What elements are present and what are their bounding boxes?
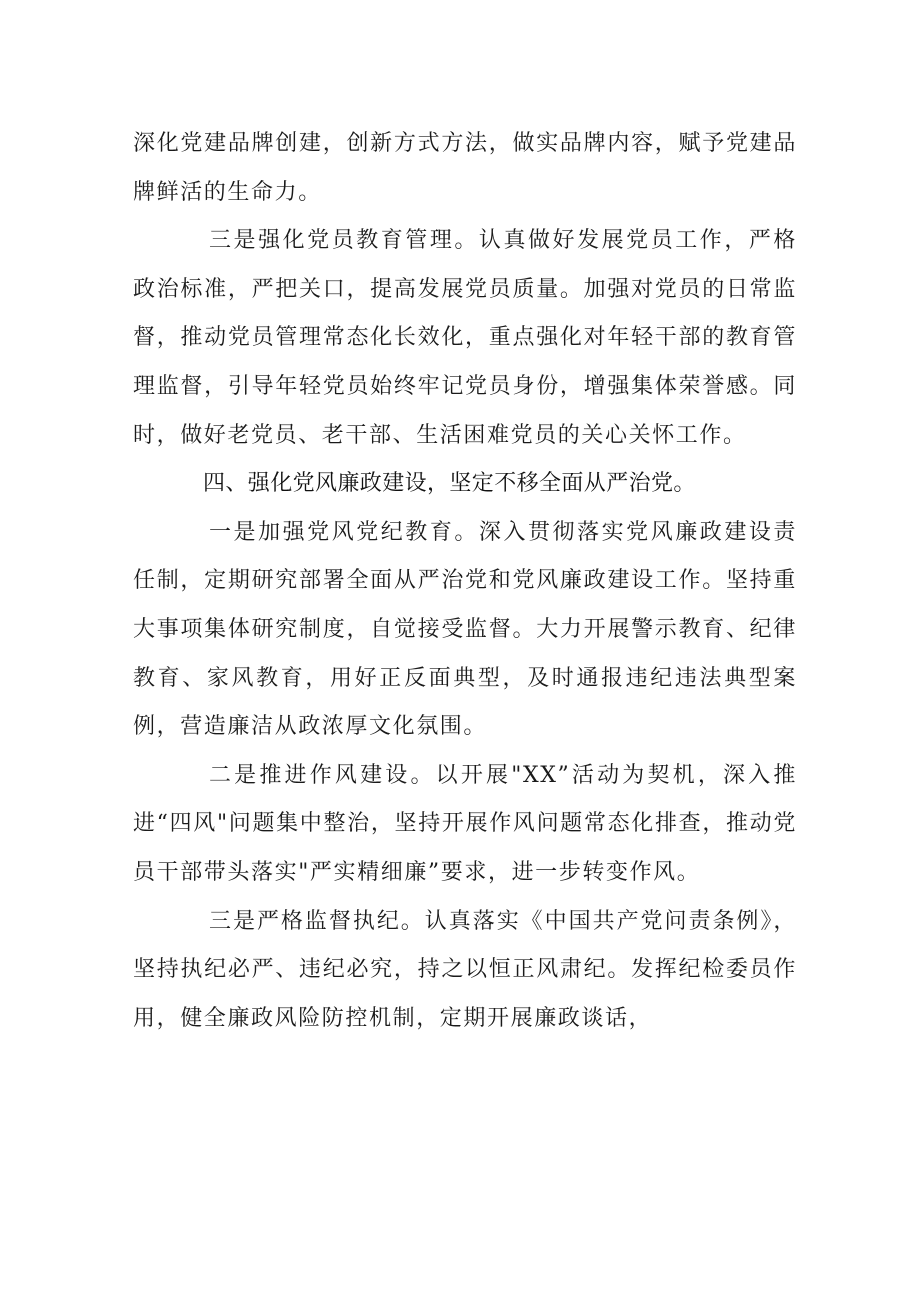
paragraph-work-style: 二是推进作风建设。以开展"XX”活动为契机，深入推进“四风"问题集中整治，坚持开展作风问题常态化排查，推动党员干部带头落实"严实精细廉”要求，进一步转变作风。 [133, 762, 797, 885]
section-heading-four: 四、强化党风廉政建设，坚定不移全面从严治党。 [203, 471, 696, 497]
paragraph-supervision: 三是严格监督执纪。认真落实《中国共产党问责条例》，坚持执纪必严、违纪必究，持之以恒正风肃纪。发挥纪检委员作用，健全廉政风险防控机制，定期开展廉政谈话， [133, 908, 797, 1031]
paragraph-brand-building: 深化党建品牌创建，创新方式方法，做实品牌内容，赋予党建品牌鲜活的生命力。 [133, 131, 797, 205]
paragraph-discipline-education: 一是加强党风党纪教育。深入贯彻落实党风廉政建设责任制，定期研究部署全面从严治党和党风廉政建设工作。坚持重大事项集体研究制度，自觉接受监督。大力开展警示教育、纪律教育、家风教育，用好正反面典型，及时通报违纪违法典型案例，营造廉洁从政浓厚文化氛围。 [133, 519, 797, 740]
document-body [133, 120, 797, 1043]
paragraph-member-education: 三是强化党员教育管理。认真做好发展党员工作，严格政治标准，严把关口，提高发展党员质量。加强对党员的日常监督，推动党员管理常态化长效化，重点强化对年轻干部的教育管理监督，引导年轻党员始终牢记党员身份，增强集体荣誉感。同时，做好老党员、老干部、生活困难党员的关心关怀工作。 [133, 228, 797, 448]
